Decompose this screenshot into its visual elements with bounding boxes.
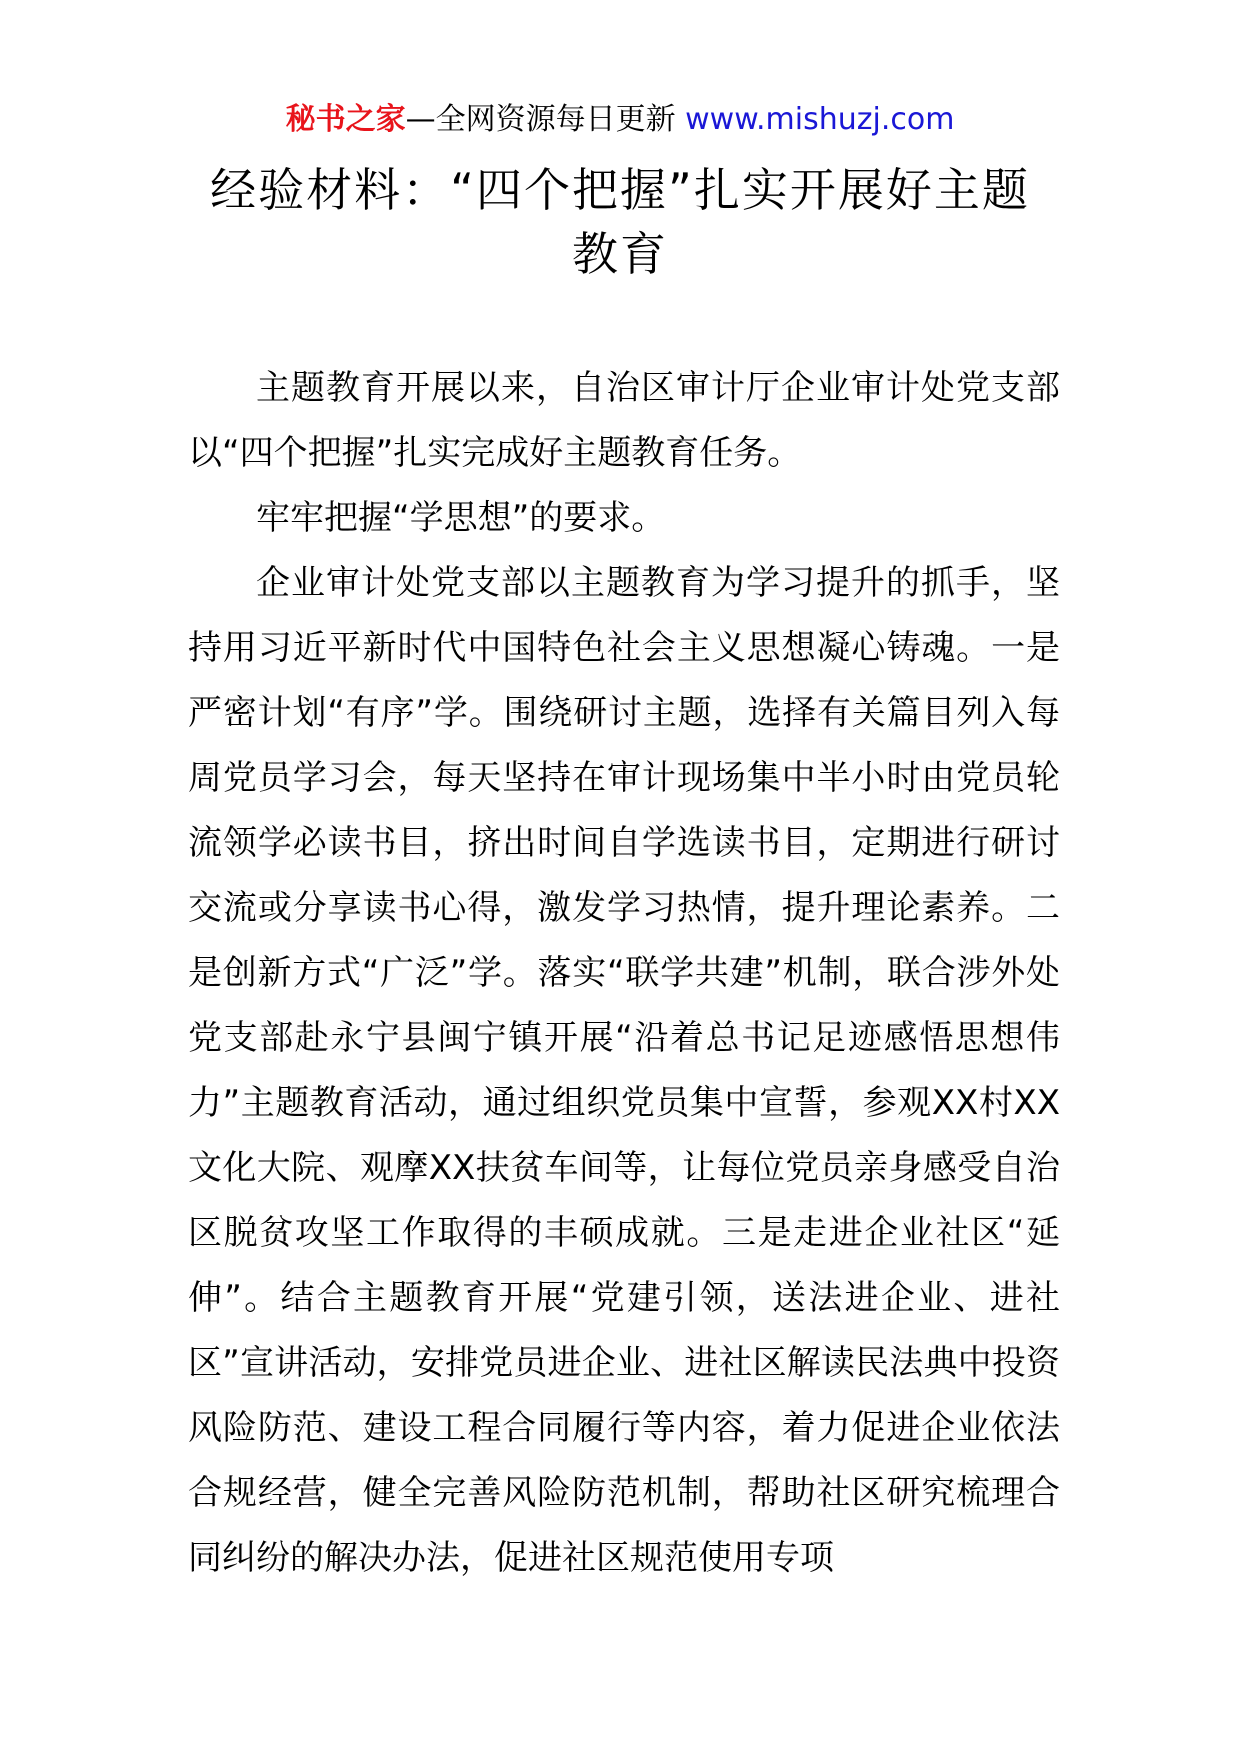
title-line-2: 教育 [572, 227, 668, 281]
paragraph-body: 企业审计处党支部以主题教育为学习提升的抓手，坚持用习近平新时代中国特色社会主义思想凝心铸魂。一是严密计划“有序”学。围绕研讨主题，选择有关篇目列入每周党员学习会，每天坚持在审计现场集中半小时由党员轮流领学必读书目，挤出时间自学选读书目，定期进行研讨交流或分享读书心得，激发学习热情，提升理论素养。二是创新方式“广泛”学。落实“联学共建”机制，联合涉外处党支部赴永宁县闽宁镇开展“沿着总书记足迹感悟思想伟力”主题教育活动，通过组织党员集中宣誓，参观XX村XX文化大院、观摩XX扶贫车间等，让每位党员亲身感受自治区脱贫攻坚工作取得的丰硕成就。三是走进企业社区“延伸”。结合主题教育开展“党建引领，送法进企业、进社区”宣讲活动，安排党员进企业、进社区解读民法典中投资风险防范、建设工程合同履行等内容，着力促进企业依法合规经营，健全完善风险防范机制，帮助社区研究梳理合同纠纷的解决办法，促进社区规范使用专项 [188, 563, 1060, 1578]
header-brand: 秘书之家 [285, 102, 406, 137]
title-line-1: 经验材料：“四个把握”扎实开展好主题 [210, 163, 1030, 217]
paragraph-section-heading: 牢牢把握“学思想”的要求。 [256, 498, 666, 538]
header-url-link[interactable]: www.mishuzj.com [685, 102, 955, 137]
document-body [188, 356, 1060, 1591]
site-header [0, 100, 1240, 140]
header-slogan: —全网资源每日更新 [405, 102, 676, 137]
paragraph-intro: 主题教育开展以来，自治区审计厅企业审计处党支部以“四个把握”扎实完成好主题教育任务。 [188, 368, 1060, 473]
document-title [180, 158, 1060, 286]
